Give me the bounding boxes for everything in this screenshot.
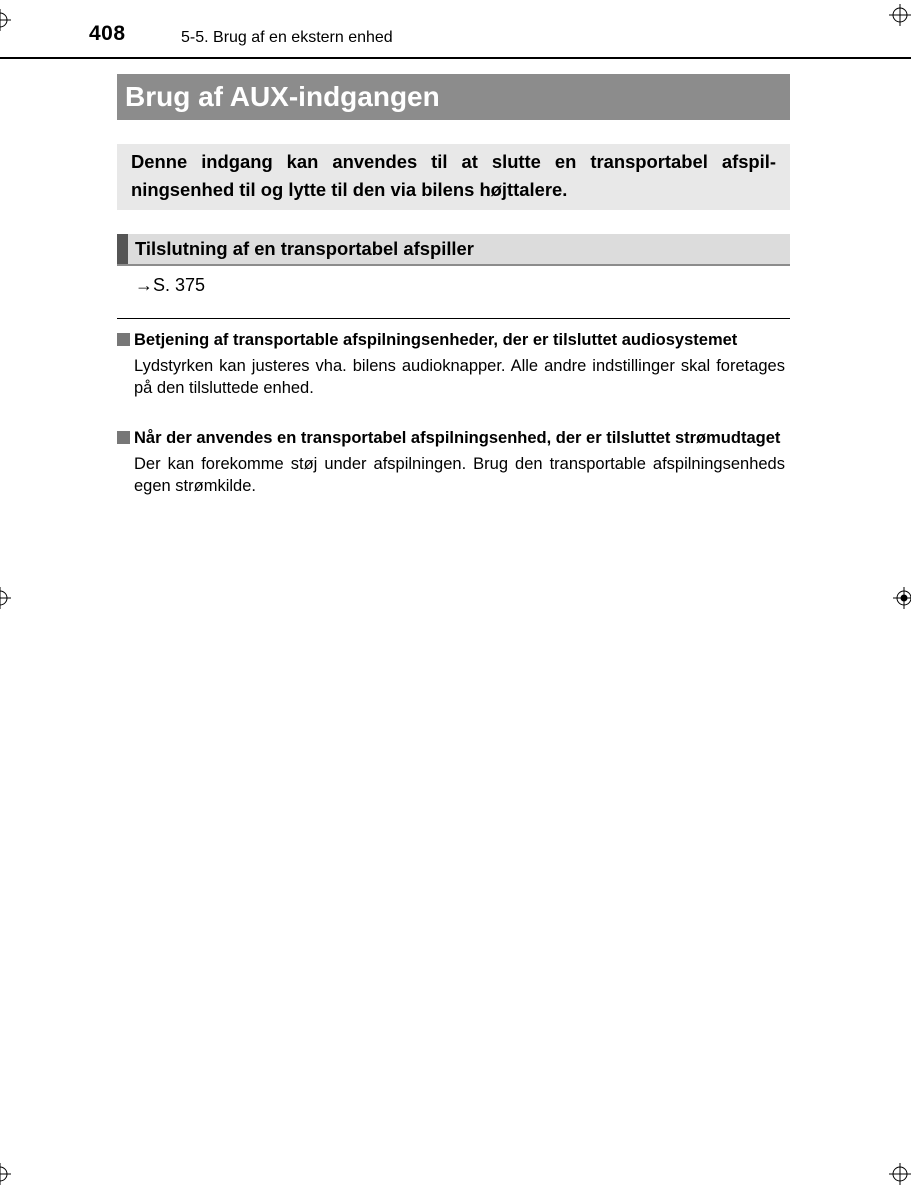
item-heading [117, 329, 790, 351]
section-label: 5-5. Brug af en ekstern enhed [181, 29, 393, 46]
registration-mark-icon [893, 587, 911, 609]
registration-mark-icon [889, 1163, 911, 1185]
item-heading [117, 427, 790, 449]
item-heading-text: Betjening af transportable afspilningsenheder, der er tilsluttet audiosystemet [134, 331, 738, 349]
item-body: Der kan forekomme støj under afspilningen. Brug den transportable afspilningsenheds egen strømkilde. [134, 455, 785, 495]
subsection-marker [117, 234, 128, 264]
item-heading-text: Når der anvendes en transportabel afspilningsenhed, der er tilsluttet strømudtaget [134, 429, 781, 447]
square-bullet-icon [117, 333, 130, 346]
list-item [117, 329, 790, 399]
registration-mark-icon [0, 587, 11, 609]
content-divider [117, 318, 790, 319]
subsection-heading-text: Tilslutning af en transportabel afspiller [135, 238, 474, 259]
registration-mark-icon [0, 1163, 11, 1185]
page-reference-link[interactable]: →S. 375 [135, 275, 206, 295]
list-item [117, 427, 790, 497]
registration-mark-icon [0, 9, 11, 31]
square-bullet-icon [117, 431, 130, 444]
registration-mark-icon [889, 4, 911, 26]
page-title: Brug af AUX-indgangen [117, 74, 790, 120]
item-body: Lydstyrken kan justeres vha. bilens audioknapper. Alle andre indstillinger skal foretages på den tilsluttede enhed. [134, 357, 785, 397]
header-rule [0, 57, 911, 59]
subsection-heading [117, 234, 790, 266]
page-number: 408 [89, 22, 126, 45]
intro-box [117, 144, 790, 210]
intro-text: Denne indgang kan anvendes til at slutte en transportabel afspilningsenhed til og lytte til den via bilens højttalere. [131, 151, 776, 200]
